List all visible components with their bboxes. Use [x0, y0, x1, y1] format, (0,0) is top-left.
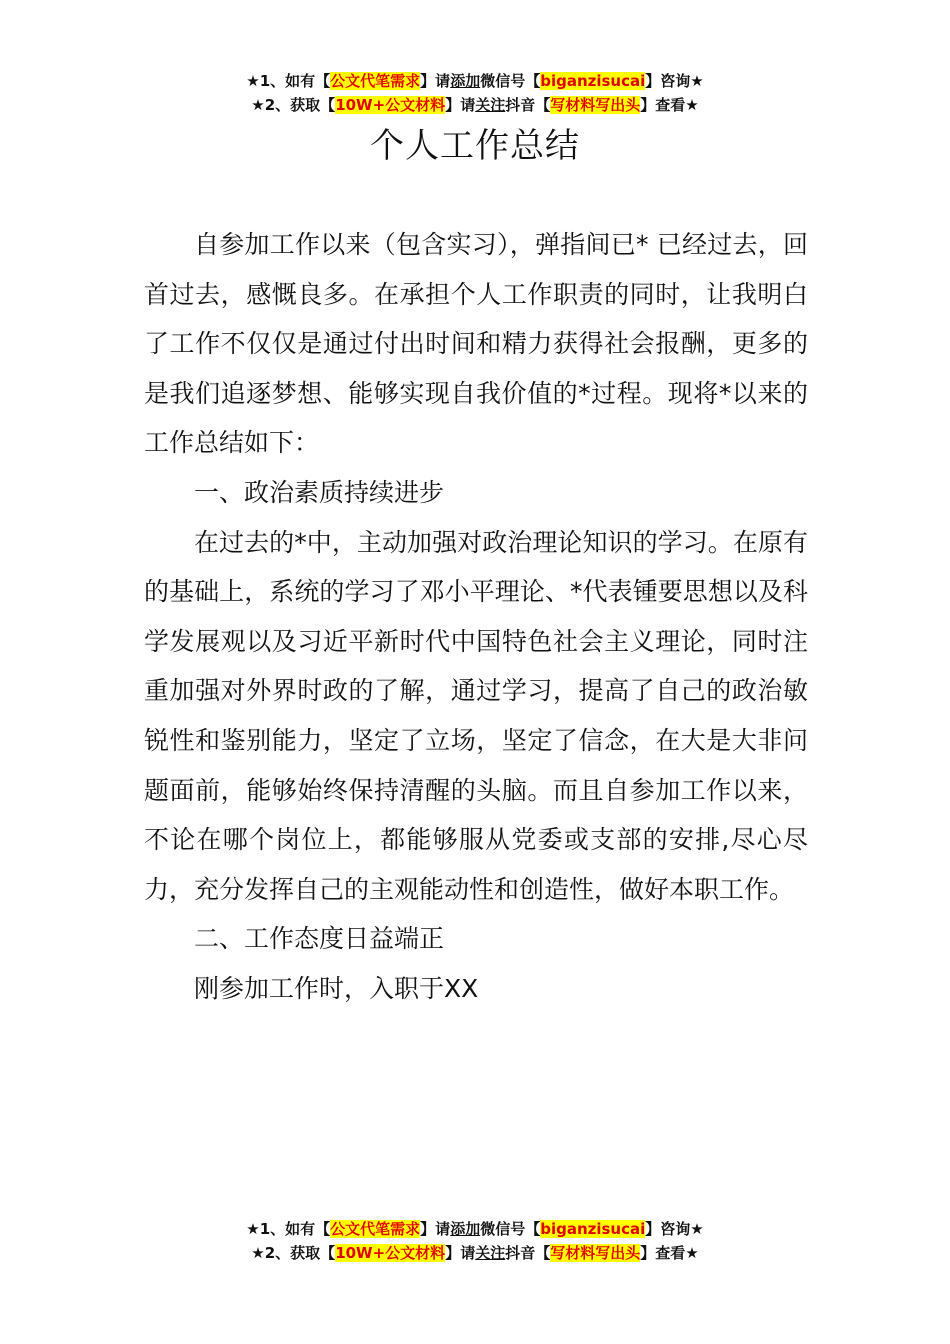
- promo-text: ★1、如有【: [246, 72, 331, 90]
- document-title: 个人工作总结: [370, 126, 580, 166]
- promo-emphasis: 添加: [450, 72, 481, 90]
- promo-text: ★2、获取【: [251, 96, 336, 114]
- promo-text: 】查看★: [640, 96, 699, 114]
- paragraph-section-2: 刚参加工作时，入职于XX: [194, 973, 479, 1003]
- promo-douyin-account: 写材料写出头: [550, 96, 641, 114]
- promo-emphasis: 添加: [450, 1220, 481, 1238]
- promo-text: 抖音【: [505, 96, 551, 114]
- promo-text: 】请: [420, 1220, 451, 1238]
- promo-text: 】请: [420, 72, 451, 90]
- promo-line-2: [0, 94, 950, 118]
- promo-text: 微信号【: [480, 1220, 541, 1238]
- promo-emphasis: 关注: [475, 1244, 506, 1262]
- promo-text: 】请: [445, 96, 476, 114]
- section-heading-2: 二、工作态度日益端正: [194, 924, 445, 954]
- promo-text: 微信号【: [480, 72, 541, 90]
- promo-footer: [0, 1218, 950, 1266]
- promo-text: 】请: [445, 1244, 476, 1262]
- promo-text: 】咨询★: [645, 1220, 704, 1238]
- promo-highlight: 公文代笔需求: [330, 72, 421, 90]
- promo-text: 】咨询★: [645, 72, 704, 90]
- promo-line-1: [0, 70, 950, 94]
- promo-text: 抖音【: [505, 1244, 551, 1262]
- promo-text: ★2、获取【: [251, 1244, 336, 1262]
- promo-highlight: 10W+公文材料: [335, 1244, 446, 1262]
- promo-highlight: 10W+公文材料: [335, 96, 446, 114]
- document-body: [144, 220, 808, 1014]
- paragraph-intro: 自参加工作以来（包含实习），弹指间已* 已经过去，回首过去，感慨良多。在承担个人工作职责的同时，让我明白了工作不仅仅是通过付出时间和精力获得社会报酬，更多的是我们追逐梦想、能够实现自我价值的*过程。现将*以来的工作总结如下：: [144, 230, 808, 458]
- promo-text: ★1、如有【: [246, 1220, 331, 1238]
- promo-douyin-account: 写材料写出头: [550, 1244, 641, 1262]
- promo-wechat-id: biganzisucai: [540, 1220, 646, 1238]
- promo-line-1: [0, 1218, 950, 1242]
- promo-emphasis: 关注: [475, 96, 506, 114]
- promo-highlight: 公文代笔需求: [330, 1220, 421, 1238]
- promo-header: [0, 70, 950, 118]
- promo-line-2: [0, 1242, 950, 1266]
- section-heading-1: 一、政治素质持续进步: [194, 477, 445, 507]
- promo-wechat-id: biganzisucai: [540, 72, 646, 90]
- paragraph-section-1: 在过去的*中，主动加强对政治理论知识的学习。在原有的基础上，系统的学习了邓小平理论、*代表锺要思想以及科学发展观以及习近平新时代中国特色社会主义理论，同时注重加强对外界时政的了解，通过学习，提高了自己的政治敏锐性和鉴别能力，坚定了立场，坚定了信念，在大是大非问题面前，能够始终保持清醒的头脑。而且自参加工作以来，不论在哪个岗位上，都能够服从党委或支部的安排,尽心尽力，充分发挥自己的主观能动性和创造性，做好本职工作。: [144, 527, 808, 904]
- promo-text: 】查看★: [640, 1244, 699, 1262]
